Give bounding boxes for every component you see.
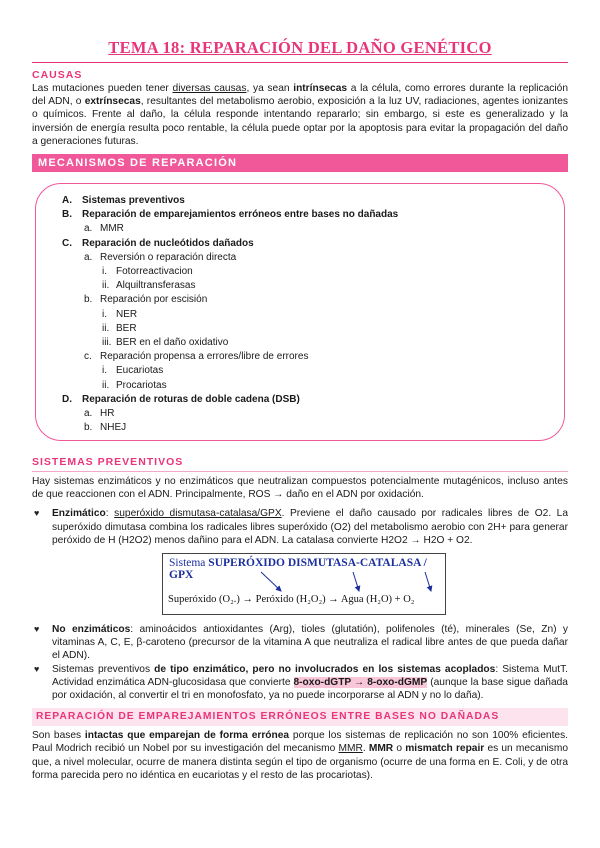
- causas-paragraph: [32, 82, 568, 148]
- diagram-title-prefix: Sistema: [169, 557, 209, 570]
- text-run: o: [393, 743, 406, 755]
- outline-item: [56, 379, 564, 393]
- outline-text: Fotorreactivacion: [116, 266, 193, 278]
- text-run: Sistemas preventivos: [52, 663, 155, 675]
- outline-item: [56, 293, 564, 307]
- outline-item: [56, 194, 564, 208]
- outline-text: Sistemas preventivos: [82, 195, 185, 207]
- outline-item: [56, 222, 564, 236]
- text-bold: MMR: [368, 743, 394, 755]
- outline-text: Reparación de emparejamientos erróneos entre bases no dañadas: [82, 209, 399, 221]
- outline-item: [56, 251, 564, 265]
- outline-marker: D.: [62, 393, 72, 405]
- heart-bullet-icon: ♥: [34, 508, 40, 519]
- outline-text: Alquiltransferasas: [116, 280, 196, 292]
- outline-text: Reparación de roturas de doble cadena (DSB): [82, 393, 300, 405]
- outline-marker: B.: [62, 209, 72, 221]
- text-run: Las mutaciones pueden tener: [32, 83, 173, 94]
- outline-marker: C.: [62, 237, 72, 249]
- text-run: Son bases: [32, 730, 85, 742]
- reparacion-heading: REPARACIÓN DE EMPAREJAMIENTOS ERRÓNEOS ENTRE BASES NO DAÑADAS: [32, 708, 568, 726]
- outline-marker: b.: [84, 294, 93, 306]
- preventivos-heading: SISTEMAS PREVENTIVOS: [32, 456, 568, 472]
- outline-item: [56, 279, 564, 293]
- text-run: : aminoácidos antioxidantes (Arg), tioles (glutatión), polifenoles (té), minerales (Se, Zn) y vitaminas A, C, E, β-caroteno (precursor de la vitamina A que neutraliza el radical libre antes de que pueda dañar el ADN).: [52, 624, 568, 662]
- outline-marker: i.: [102, 266, 107, 278]
- mecanismos-outline-box: [35, 183, 565, 441]
- text-run: es un mecanismo que, a nivel molecular, ocurre de manera distinta según el tipo de organismo (ocurre de una forma en E. Coli, y de otra forma parecida pero no idéntica en eucariotas y el resto de las procariotas).: [32, 743, 568, 781]
- heart-bullet-icon: ♥: [34, 624, 40, 635]
- outline-text: NER: [116, 308, 138, 320]
- outline-item: [56, 407, 564, 421]
- text-run: , ya sean: [246, 83, 294, 94]
- outline-item: [56, 208, 564, 222]
- outline-item: [56, 322, 564, 336]
- text-run: (aunque la base sigue dañada por oxidación, al convertir el tri en monofosfato, ya no puede incorporarse al ADN y no lo daña).: [52, 676, 568, 702]
- page-title: TEMA 18: REPARACIÓN DEL DAÑO GENÉTICO: [108, 38, 492, 57]
- text-run: :: [105, 508, 115, 520]
- mecanismos-outline: [56, 194, 564, 435]
- bullet-no-enzimaticos: [32, 623, 568, 663]
- arrow-sod: [261, 572, 281, 591]
- text-bold: intrínsecas: [293, 83, 348, 94]
- outline-text: Reparación propensa a errores/libre de errores: [100, 351, 309, 363]
- mecanismos-heading: MECANISMOS DE REPARACIÓN: [32, 154, 568, 172]
- text-run: : Sistema MutT. Actividad enzimática ADN-glucosidasa que convierte: [52, 663, 569, 688]
- text-underlined: superóxido dismutasa-catalasa/GPX: [114, 508, 282, 520]
- heart-bullet-icon: ♥: [34, 663, 40, 674]
- page: [32, 0, 568, 782]
- outline-marker: c.: [84, 351, 92, 363]
- outline-item: [56, 421, 564, 435]
- outline-item: [56, 350, 564, 364]
- outline-item: [56, 336, 564, 350]
- text-run: a la célula, como errores durante la replicación del ADN, o: [32, 83, 569, 108]
- outline-item: [56, 364, 564, 378]
- outline-marker: a.: [84, 251, 93, 263]
- outline-text: Eucariotas: [116, 365, 164, 377]
- outline-item: [56, 237, 564, 251]
- diagram-arrows: [163, 554, 445, 614]
- outline-text: Procariotas: [116, 379, 167, 391]
- outline-marker: ii.: [102, 322, 110, 334]
- text-run: , resultantes del metabolismo aerobio, exposición a la luz UV, radiaciones, agentes ionizantes o químicos. Frente al daño, la célula responde intentando repararlo; sin embargo, si este es generalizado y la inversión de energía resulta poco rentable, la célula puede optar por la apoptosis para evitar la propagación del daño a generaciones futuras.: [32, 96, 569, 147]
- outline-text: Reparación de nucleótidos dañados: [82, 237, 254, 249]
- outline-marker: ii.: [102, 280, 110, 292]
- diagram-equation: Superóxido (O₂.) → Peróxido (H₂O₂) → Agua (H₂O) + O₂: [168, 594, 415, 606]
- text-underlined: diversas causas: [172, 83, 247, 94]
- preventivos-intro: Hay sistemas enzimáticos y no enzimáticos que neutralizan compuestos potencialmente mutagénicos, incluso antes de que reaccionen con el ADN. Principalmente, ROS → daño en el ADN por oxidación.: [32, 476, 568, 501]
- outline-marker: ii.: [102, 379, 110, 391]
- reparacion-paragraph: [32, 729, 568, 782]
- outline-text: BER en el daño oxidativo: [116, 337, 229, 349]
- text-run: porque los sistemas de replicación no son 100% eficientes. Paul Modrich recibió un Nobel por su investigación del mecanismo: [32, 730, 568, 755]
- text-bold: de tipo enzimático, pero no involucrados en los sistemas acoplados: [154, 663, 496, 675]
- outline-text: Reparación por escisión: [100, 294, 208, 306]
- outline-marker: iii.: [102, 337, 112, 349]
- bullet-enzimatico: [32, 507, 568, 547]
- outline-item: [56, 308, 564, 322]
- outline-marker: i.: [102, 365, 107, 377]
- title-divider: [32, 62, 568, 63]
- text-underlined: MMR: [338, 743, 363, 755]
- text-run: . Previene el daño causado por radicales libres de O2. La superóxido dimutasa combina los radicales libres superóxido (O2) del metabolismo aerobio con 2H+ para generar peróxido de H (H2O2) menos dañino para el ADN. La catalasa convierte H2O2 → H2O + O2.: [52, 508, 569, 546]
- outline-item: [56, 393, 564, 407]
- outline-text: HR: [100, 408, 115, 420]
- outline-marker: a.: [84, 223, 93, 235]
- outline-marker: i.: [102, 308, 107, 320]
- outline-text: NHEJ: [100, 422, 127, 434]
- text-run: .: [362, 743, 369, 755]
- outline-text: MMR: [100, 223, 124, 235]
- outline-marker: A.: [62, 195, 72, 207]
- text-bold: mismatch repair: [405, 743, 485, 755]
- outline-marker: a.: [84, 408, 93, 420]
- text-bold: intactas que emparejan de forma errónea: [84, 730, 290, 742]
- outline-marker: b.: [84, 422, 93, 434]
- arrow-gpx: [425, 572, 431, 591]
- text-highlight: 8-oxo-dGTP → 8-oxo-dGMP: [293, 676, 428, 688]
- text-bold: extrínsecas: [84, 96, 141, 108]
- causas-heading: CAUSAS: [32, 69, 83, 81]
- outline-text: BER: [116, 322, 137, 334]
- bullet-mutt: [32, 663, 568, 703]
- arrow-catalase: [353, 572, 359, 591]
- text-bold: No enzimáticos: [52, 624, 131, 636]
- outline-item: [56, 265, 564, 279]
- sod-catalase-diagram: [162, 553, 446, 615]
- outline-text: Reversión o reparación directa: [100, 251, 237, 263]
- text-bold: Enzimático: [52, 508, 106, 520]
- diagram-title-name: SUPERÓXIDO DISMUTASA-CATALASA / GPX: [169, 557, 427, 582]
